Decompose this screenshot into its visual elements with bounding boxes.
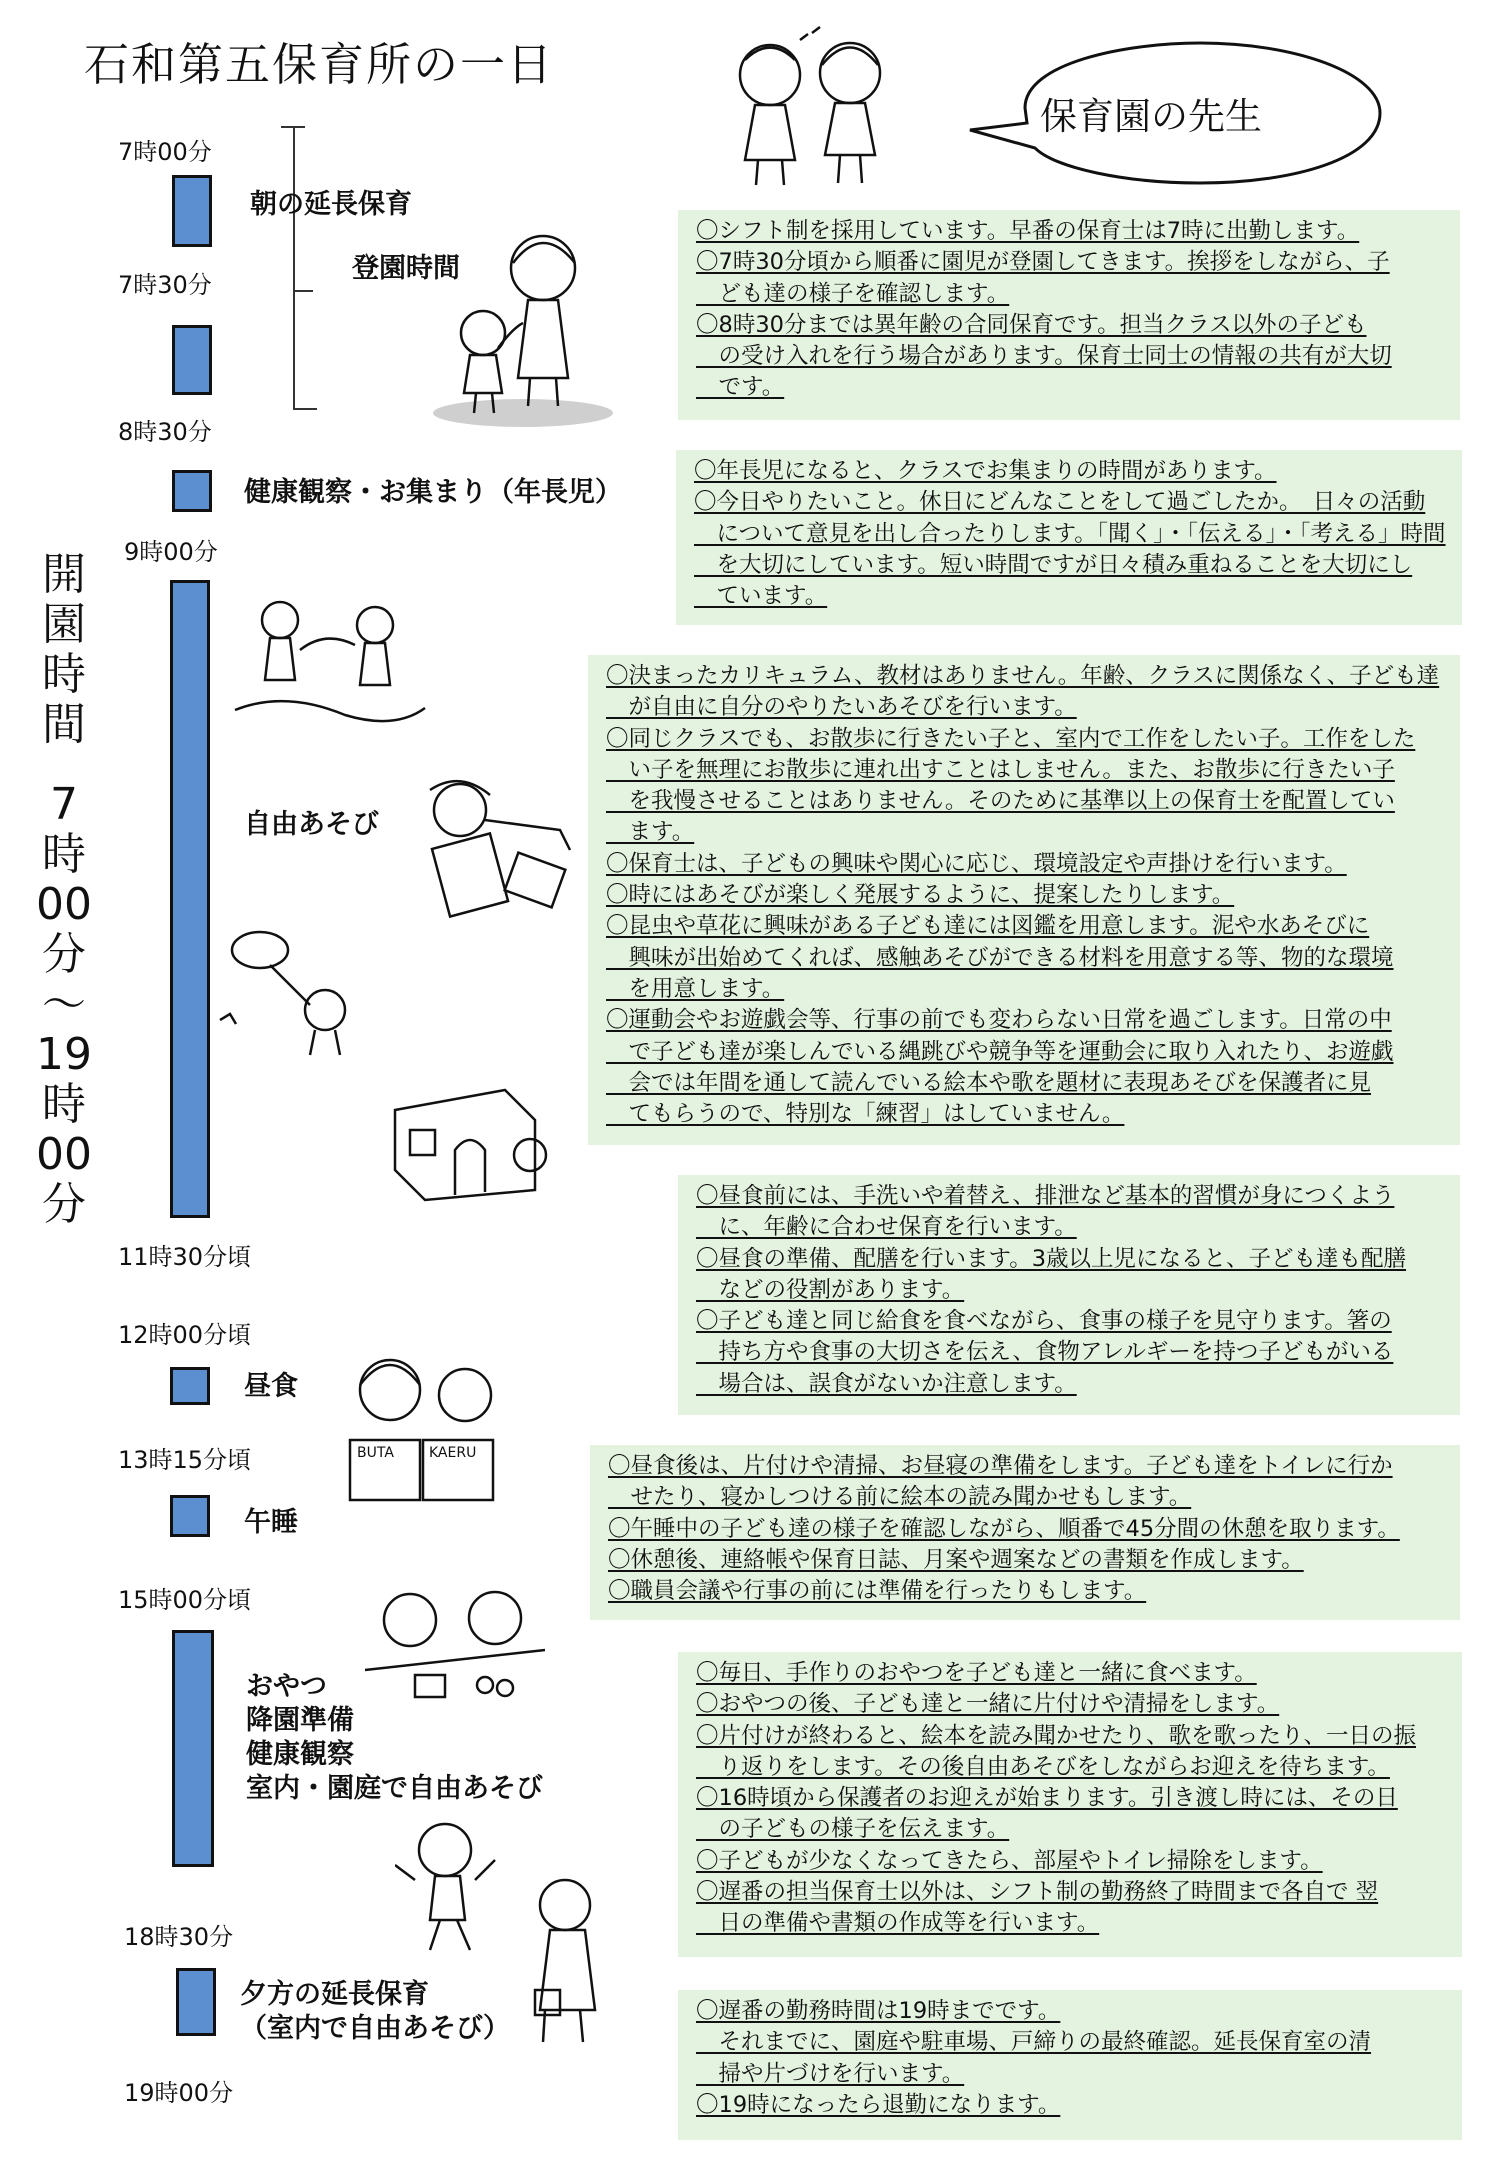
crafting-illustration xyxy=(410,770,585,920)
timeline-bar xyxy=(170,1367,210,1405)
time-label: 7時30分 xyxy=(118,271,212,299)
activity-morning-extended: 朝の延長保育 xyxy=(250,189,412,220)
bug-catching-illustration xyxy=(210,920,370,1070)
timeline-bar xyxy=(172,470,212,512)
arrival-bracket xyxy=(293,126,295,408)
activity-lunch: 昼食 xyxy=(244,1371,298,1402)
time-label: 13時15分頃 xyxy=(118,1446,252,1474)
water-play-illustration xyxy=(225,590,430,730)
timeline-bar xyxy=(172,325,212,395)
time-label: 19時00分 xyxy=(124,2079,234,2107)
timeline-bar xyxy=(172,1630,214,1867)
lunch-illustration xyxy=(335,1345,510,1510)
going-home-illustration xyxy=(395,1810,610,2050)
description-box-afternoon: 〇毎日、手作りのおやつを子ども達と一緒に食べます。 〇おやつの後、子ども達と一緒に片付けや清掃をします。 〇片付けが終わると、絵本を読み聞かせたり、歌を歌ったり、一日の振 り返りをします。その後自由あそびをしながらお迎えを待ちます。 〇16時頃から保護者のお迎えが始まります。引き渡し時には、その日 の子どもの様子を伝えます。 〇子どもが少なくなってきたら、部屋やトイレ掃除をします。 〇遅番の担当保育士以外は、シフト制の勤務終了時間まで各自で 翌 日の準備や書類の作成等を行います。 xyxy=(678,1652,1462,1957)
activity-evening: 夕方の延長保育 （室内で自由あそび） xyxy=(240,1979,510,2044)
activity-afternoon: おやつ 降園準備 健康観察 室内・園庭で自由あそび xyxy=(246,1671,543,1804)
snack-illustration xyxy=(355,1580,555,1710)
activity-arrival: 登園時間 xyxy=(352,253,460,284)
time-label: 11時30分頃 xyxy=(118,1243,252,1271)
time-label: 12時00分頃 xyxy=(118,1321,252,1349)
parent-child-illustration xyxy=(428,228,618,428)
time-label: 8時30分 xyxy=(118,418,212,446)
time-label: 15時00分頃 xyxy=(118,1586,252,1614)
svg-text:KAERU: KAERU xyxy=(429,1445,477,1461)
description-box-evening: 〇遅番の勤務時間は19時までです。 それまでに、園庭や駐車場、戸締りの最終確認。延長保育室の清 掃や片づけを行います。 〇19時になったら退勤になります。 xyxy=(678,1990,1462,2140)
description-box-free-play: 〇決まったカリキュラム、教材はありません。年齢、クラスに関係なく、子ども達 が自由に自分のやりたいあそびを行います。 〇同じクラスでも、お散歩に行きたい子と、室内で工作をしたい子。工作をした い子を無理にお散歩に連れ出すことはしません。また、お散歩に行きたい子 を我慢させることはありません。そのために基準以上の保育士を配置してい ます。 〇保育士は、子どもの興味や関心に応じ、環境設定や声掛けを行います。 〇時にはあそびが楽しく発展するように、提案したりします。 〇昆虫や草花に興味がある子ども達には図鑑を用意します。泥や水あそびに 興味が出始めてくれば、感触あそびができる材料を用意する等、物的な環境 を用意します。 〇運動会やお遊戯会等、行事の前でも変わらない日常を過ごします。日常の中 で子ども達が楽しんでいる縄跳びや競争等を運動会に取り入れたり、お遊戯 会では年間を通して読んでいる絵本や歌を題材に表現あそびを保護者に見 てもらうので、特別な「練習」はしていません。 xyxy=(588,655,1460,1145)
description-box-lunch: 〇昼食前には、手洗いや着替え、排泄など基本的習慣が身につくよう に、年齢に合わせ保育を行います。 〇昼食の準備、配膳を行います。3歳以上児になると、子ども達も配膳 などの役割があります。 〇子ども達と同じ給食を食べながら、食事の様子を見守ります。箸の 持ち方や食事の大切さを伝え、食物アレルギーを持つ子どもがいる 場合は、誤食がないか注意します。 xyxy=(678,1175,1460,1415)
activity-nap: 午睡 xyxy=(244,1507,298,1538)
description-box-gathering: 〇年長児になると、クラスでお集まりの時間があります。 〇今日やりたいこと。休日にどんなことをして過ごしたか。 日々の活動 について意見を出し合ったりします。「聞く」・「伝える」・「考える」時間 を大切にしています。短い時間ですが日々積み重ねることを大切にし ています。 xyxy=(676,450,1462,625)
svg-text:BUTA: BUTA xyxy=(357,1445,394,1461)
timeline-bar xyxy=(170,580,210,1218)
timeline-bar xyxy=(170,1495,210,1537)
page-title: 石和第五保育所の一日 xyxy=(84,38,555,91)
time-label: 7時00分 xyxy=(118,138,212,166)
timeline-bar xyxy=(172,175,212,247)
activity-free-play: 自由あそび xyxy=(244,809,379,840)
activity-health-check: 健康観察・お集まり（年長児） xyxy=(244,477,622,508)
opening-hours-vertical: 開 園 時 間 7 時 00 分 ～ 19 時 00 分 xyxy=(36,549,92,1230)
cardboard-house-illustration xyxy=(385,1070,555,1205)
timeline-bar xyxy=(176,1968,216,2036)
description-box-nap: 〇昼食後は、片付けや清掃、お昼寝の準備をします。子ども達をトイレに行か せたり、寝かしつける前に絵本の読み聞かせもします。 〇午睡中の子ども達の様子を確認しながら、順番で45分間の休憩を取ります。 〇休憩後、連絡帳や保育日誌、月案や週案などの書類を作成します。 〇職員会議や行事の前には準備を行ったりもします。 xyxy=(590,1445,1460,1620)
time-label: 18時30分 xyxy=(124,1923,234,1951)
teachers-illustration xyxy=(700,25,910,195)
description-box-morning: 〇シフト制を採用しています。早番の保育士は7時に出勤します。 〇7時30分頃から順番に園児が登園してきます。挨拶をしながら、子 ども達の様子を確認します。 〇8時30分までは異年齢の合同保育です。担当クラス以外の子ども の受け入れを行う場合があります。保育士同士の情報の共有が大切 です。 xyxy=(678,210,1460,420)
time-label: 9時00分 xyxy=(124,538,218,566)
bubble-text: 保育園の先生 xyxy=(1040,95,1262,138)
